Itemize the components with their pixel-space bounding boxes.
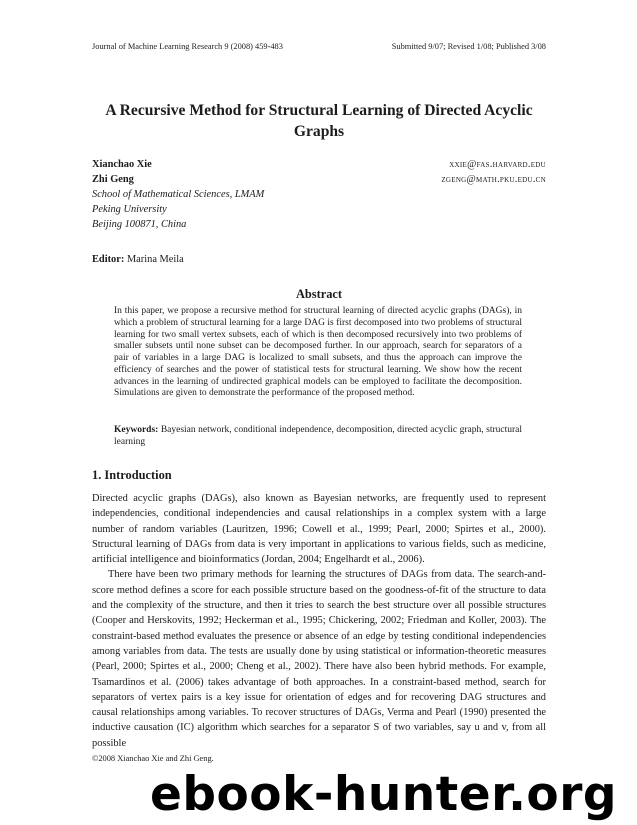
affiliation-line: Beijing 100871, China [92, 219, 187, 230]
author-email: zgeng@math.pku.edu.cn [441, 174, 546, 185]
body-text [92, 491, 546, 751]
author-block [92, 157, 546, 232]
copyright-footer: ©2008 Xianchao Xie and Zhi Geng. [92, 754, 214, 763]
section-heading [92, 468, 172, 483]
editor-line [92, 254, 184, 265]
abstract-heading: Abstract [295, 287, 343, 301]
editor-name: Marina Meila [126, 254, 184, 265]
paper-title: A Recursive Method for Structural Learning of Directed Acyclic Graphs [105, 102, 533, 140]
author-row [92, 172, 546, 187]
section-number: 1. [92, 468, 102, 482]
submission-dates: Submitted 9/07; Revised 1/08; Published 3/08 [391, 42, 546, 51]
author-email: xxie@fas.harvard.edu [449, 159, 546, 170]
author-name: Zhi Geng [92, 174, 134, 185]
keywords-text: Bayesian network, conditional independence, decomposition, directed acyclic graph, structural learning [114, 425, 522, 447]
running-header [92, 42, 546, 51]
paragraph: There have been two primary methods for learning the structures of DAGs from data. The search-and-score method defines a score for each possible structure based on the goodness-of-fit of the structure to data and the complexity of the structure, and then it tries to search the best structure over all possible structures (Cooper and Herskovits, 1992; Heckerman et al., 1995; Chickering, 2002; Friedman and Koller, 2003). The constraint-based method evaluates the presence or absence of an edge by testing conditional independencies among variables from data. The tests are usually done by using statistical or information-theoretic measures (Pearl, 2000; Spirtes et al., 2000; Cheng et al., 2002). There have also been hybrid methods. For example, Tsamardinos et al. (2006) takes advantage of both approaches. In a constraint-based method, search for separators of vertex pairs is a key issue for orientation of edges and for recovering DAG structures and causal relationships among variables. To recover structures of DAGs, Verma and Pearl (1990) presented the inductive causation (IC) algorithm which searches for a separator S of two variables, say u and v, from all possible [92, 569, 546, 749]
affiliation-line: School of Mathematical Sciences, LMAM [92, 189, 265, 200]
affiliation-line: Peking University [92, 204, 167, 215]
watermark-text: ebook-hunter.org [150, 767, 618, 822]
editor-label: Editor: [92, 254, 125, 265]
author-row [92, 157, 546, 172]
journal-citation: Journal of Machine Learning Research 9 (2008) 459-483 [92, 42, 283, 51]
keywords-label: Keywords: [114, 425, 159, 435]
abstract-text: In this paper, we propose a recursive method for structural learning of directed acyclic graphs (DAGs), in which a problem of structural learning for a large DAG is first decomposed into two problems of structural learning for two small vertex subsets, each of which is then decomposed recursively into two problems of smaller subsets until none subset can be decomposed further. In our approach, search for separators of a pair of variables in a large DAG is localized to small subsets, and thus the approach can improve the efficiency of searches and the power of statistical tests for structural learning. We show how the recent advances in the learning of undirected graphical models can be employed to facilitate the decomposition. Simulations are given to demonstrate the performance of the proposed method. [114, 306, 522, 399]
keywords-line [114, 425, 522, 449]
author-name: Xianchao Xie [92, 159, 152, 170]
section-title: Introduction [104, 468, 172, 482]
paragraph: Directed acyclic graphs (DAGs), also known as Bayesian networks, are frequently used to represent independencies, conditional independencies and causal relationships in a complex system with a large number of random variables (Lauritzen, 1996; Cowell et al., 1999; Pearl, 2000; Spirtes et al., 2000). Structural learning of DAGs from data is very important in applications to various fields, such as medicine, artificial intelligence and bioinformatics (Jordan, 2004; Engelhardt et al., 2006). [92, 493, 546, 566]
